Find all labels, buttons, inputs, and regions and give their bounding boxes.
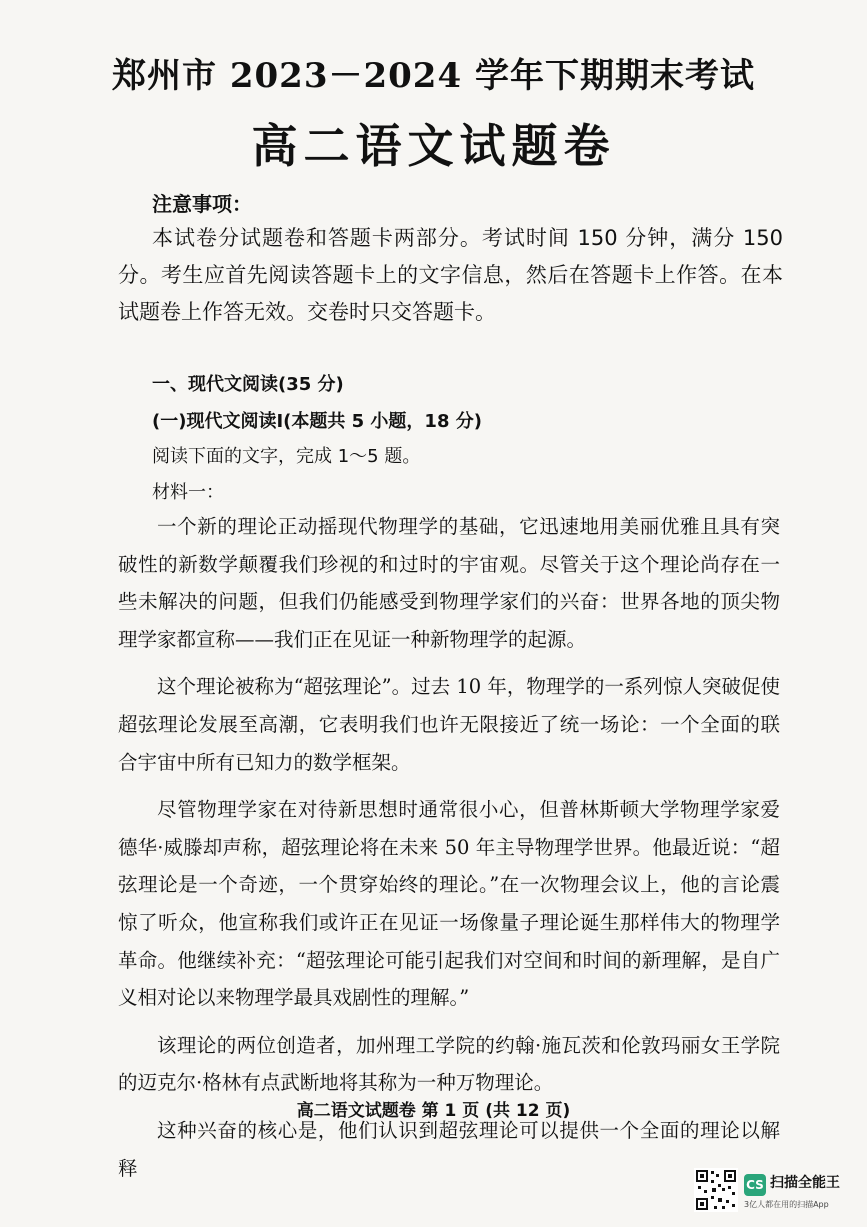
scanner-watermark xyxy=(694,1168,854,1216)
section-heading: 一、现代文阅读(35 分) xyxy=(152,374,344,395)
scanner-app-name: 扫描全能王 xyxy=(770,1175,840,1191)
notice-heading: 注意事项： xyxy=(152,192,252,216)
material-label: 材料一： xyxy=(152,482,224,503)
scanner-tagline: 3亿人都在用的扫描App xyxy=(744,1200,829,1209)
instruction-text: 阅读下面的文字，完成 1～5 题。 xyxy=(152,446,421,467)
article-paragraph: 这个理论被称为“超弦理论”。过去 10 年，物理学的一系列惊人突破促使超弦理论发展至高潮，它表明我们也许无限接近了统一场论：一个全面的联合宇宙中所有已知力的数学框架。 xyxy=(118,675,780,774)
sub-section-heading: (一)现代文阅读Ⅰ(本题共 5 小题，18 分) xyxy=(152,411,482,432)
exam-title: 郑州市 2023－2024 学年下期期末考试 xyxy=(112,56,755,96)
article-body xyxy=(118,508,780,1187)
article-paragraph: 尽管物理学家在对待新思想时通常很小心，但普林斯顿大学物理学家爱德华·威滕却声称，超弦理论将在未来 50 年主导物理学世界。他最近说：“超弦理论是一个奇迹，一个贯穿始终的理论。”在一次物理会议上，他的言论震惊了听众，他宣称我们或许正在见证一场像量子理论诞生那样伟大的物理学革命。他继续补充：“超弦理论可能引起我们对空间和时间的新理解，是自广义相对论以来物理学最具戏剧性的理解。” xyxy=(118,798,780,1010)
article-paragraph: 该理论的两位创造者，加州理工学院的约翰·施瓦茨和伦敦玛丽女王学院的迈克尔·格林有点武断地将其称为一种万物理论。 xyxy=(118,1033,780,1095)
page-title: 高二语文试题卷 xyxy=(251,119,616,173)
notice-body: 本试卷分试题卷和答题卡两部分。考试时间 150 分钟，满分 150 分。考生应首先阅读答题卡上的文字信息，然后在答题卡上作答。在本试题卷上作答无效。交卷时只交答题卡。 xyxy=(118,226,783,324)
qr-code-icon xyxy=(694,1168,738,1212)
article-paragraph: 这种兴奋的核心是，他们认识到超弦理论可以提供一个全面的理论以解释 xyxy=(118,1118,780,1180)
page-footer: 高二语文试题卷 第 1 页 (共 12 页) xyxy=(296,1101,571,1121)
scanner-logo-icon: CS xyxy=(744,1174,766,1196)
article-paragraph: 一个新的理论正动摇现代物理学的基础，它迅速地用美丽优雅且具有突破性的新数学颠覆我们珍视的和过时的宇宙观。尽管关于这个理论尚存在一些未解决的问题，但我们仍能感受到物理学家们的兴奋：世界各地的顶尖物理学家都宣称——我们正在见证一种新物理学的起源。 xyxy=(118,515,780,651)
